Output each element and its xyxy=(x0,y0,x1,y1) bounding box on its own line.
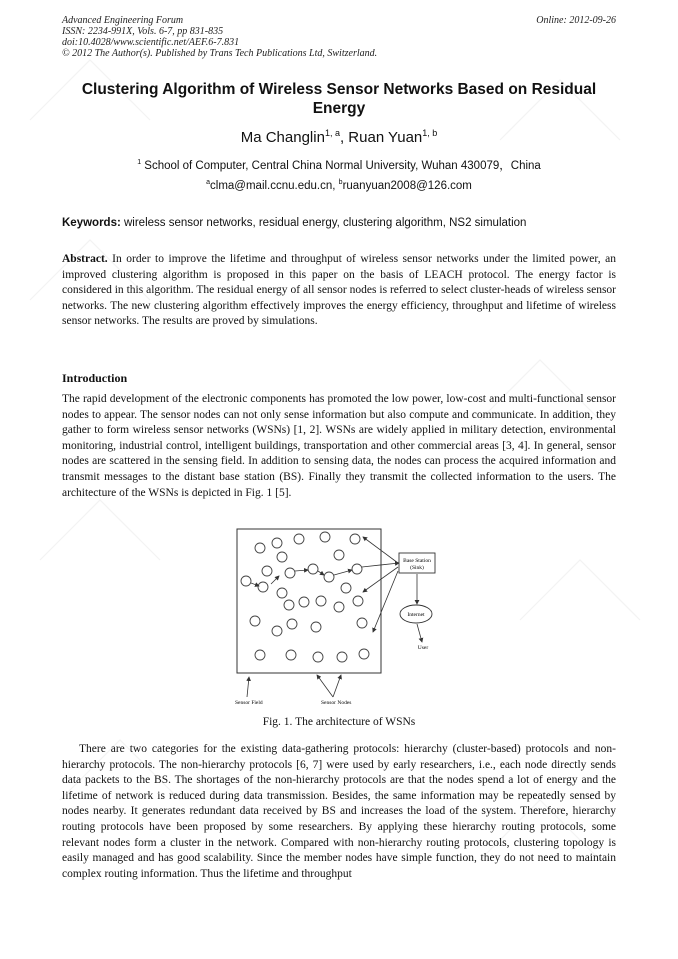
copyright-line: © 2012 The Author(s). Published by Trans Tech Publications Ltd, Switzerland. xyxy=(62,48,378,59)
sensor-nodes xyxy=(241,532,369,662)
user-label: User xyxy=(417,645,429,651)
journal-name: Advanced Engineering Forum xyxy=(62,15,184,26)
keywords xyxy=(62,217,616,229)
email-line xyxy=(62,179,616,192)
author-name: Ma Changlin xyxy=(240,129,325,146)
author-affil-sup: 1, b xyxy=(422,128,438,138)
author-name: Ruan Yuan xyxy=(348,129,423,146)
journal-header xyxy=(62,15,616,59)
affiliation-text: School of Computer, Central China Normal University, Wuhan 430079，China xyxy=(141,160,541,172)
email-sup: a xyxy=(206,179,211,186)
keywords-label: Keywords: xyxy=(62,217,121,229)
paper-title: Clustering Algorithm of Wireless Sensor Networks Based on Residual Energy xyxy=(81,81,597,117)
base-station-sink-label: (Sink) xyxy=(410,565,424,571)
figure-wsn-architecture xyxy=(233,527,443,710)
author-line xyxy=(62,128,616,146)
sensor-nodes-label: Sensor Nodes xyxy=(321,700,352,706)
author-affil-sup: 1, a xyxy=(324,128,340,138)
email-a[interactable]: clma@mail.ccnu.edu.cn, xyxy=(210,179,339,192)
abstract xyxy=(62,252,616,330)
internet-label: Internet xyxy=(407,612,425,618)
doi-line: doi:10.4028/www.scientific.net/AEF.6-7.831 xyxy=(62,37,240,48)
affiliation-sup: 1 xyxy=(137,159,142,167)
intro-paragraph-1: The rapid development of the electronic components has promoted the low power, low-cost and multi-functional sensor nodes to appear. The sensor nodes can not only sense information but also compute and communicate. In addition, they gather to form wireless sensor networks (WSNs) [1, 2]. WSNs are widely applied in military detection, environmental monitoring, industrial control, intelligent buildings, transportation and other commercial areas [3, 4]. In general, sensor nodes are scattered in the sensing field. In addition to sensing data, the nodes can process the acquired information and transmit messages to the distant base station (BS). Finally they transmit the collected information to the users. The architecture of the WSNs is depicted in Fig. 1 [5]. xyxy=(62,393,616,499)
sensor-field-label: Sensor Field xyxy=(235,700,263,706)
base-station-label: Base Station xyxy=(403,558,431,564)
email-sup: b xyxy=(338,179,343,186)
online-date: Online: 2012-09-26 xyxy=(536,15,616,26)
keywords-text: wireless sensor networks, residual energy, clustering algorithm, NS2 simulation xyxy=(120,217,527,229)
affiliation xyxy=(62,157,616,173)
abstract-label: Abstract. xyxy=(62,253,108,265)
abstract-text: In order to improve the lifetime and throughput of wireless sensor networks under the limited power, an improved clustering algorithm is proposed in this paper on the basis of LEACH protocol. The energy factor is considered in this algorithm. The residual energy of all sensor nodes is referred to select cluster-heads of wireless sensor networks. The new clustering algorithm effectively improves the energy efficiency, throughput and lifetime of wireless sensor networks. The results are proved by simulations. xyxy=(62,253,616,328)
intro-paragraph-2: There are two categories for the existing data-gathering protocols: hierarchy (cluster-based) protocols and non-hierarchy protocols. The non-hierarchy protocols [6, 7] were used by early researchers, i.e., each node directly sends data packets to the BS. The shortages of the non-hierarchy protocols are that the nodes spend a lot of energy and the lifetime of network is reduced during data transmission. Besides, the same information may be repeatedly sensed by nodes nearby. It generates redundant data received by BS and increases the load of the system. Therefore, hierarchy routing protocols have been proposed by some researchers. By applying these hierarchy routing protocols, some relevant nodes form a cluster in the network. Compared with non-hierarchy routing protocols, clustering topology is easily managed and has good scalability. Since the member nodes have simple function, they do not need to maintain complex routing information. Thus the lifetime and throughput xyxy=(62,743,616,880)
section-heading-introduction: Introduction xyxy=(62,371,128,385)
figure-caption: Fig. 1. The architecture of WSNs xyxy=(262,716,416,728)
issn-line: ISSN: 2234-991X, Vols. 6-7, pp 831-835 xyxy=(62,26,224,37)
email-b[interactable]: ruanyuan2008@126.com xyxy=(342,179,472,192)
author-separator: , xyxy=(339,129,349,146)
